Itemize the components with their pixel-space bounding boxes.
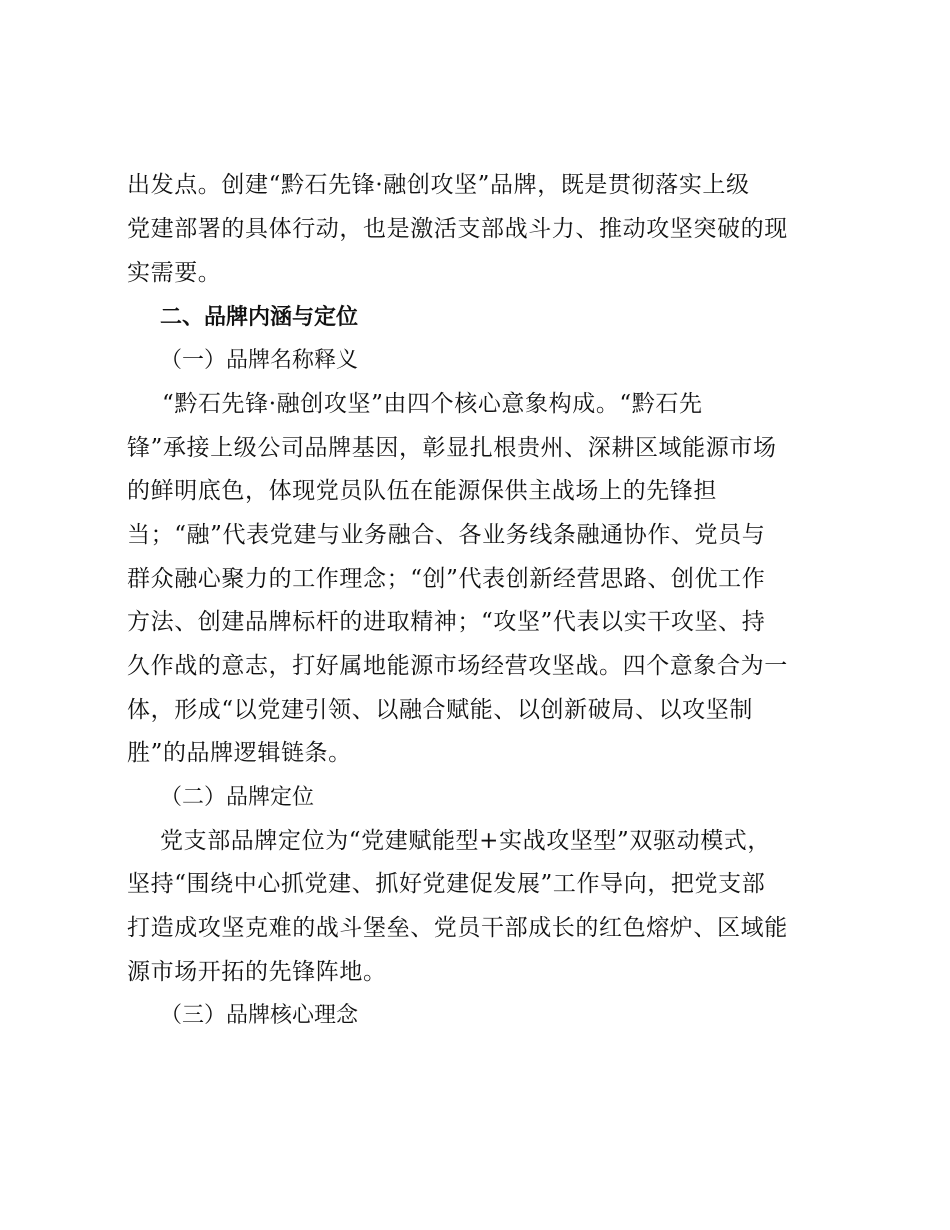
paragraph-line: 坚持“围绕中心抓党建、抓好党建促发展”工作导向，把党支部 [127,871,766,897]
paragraph-line: 锋”承接上级公司品牌基因，彰显扎根贵州、深耕区域能源市场 [127,435,777,461]
paragraph-line: 久作战的意志，打好属地能源市场经营攻坚战。四个意象合为一 [127,653,788,679]
paragraph-line: 实需要。 [127,260,222,286]
paragraph-line: 源市场开拓的先锋阵地。 [127,959,387,985]
subsection-heading: （三）品牌核心理念 [160,1003,359,1028]
paragraph-line: 党建部署的具体行动，也是激活支部战斗力、推动攻坚突破的现 [127,216,788,242]
section-heading: 二、品牌内涵与定位 [160,305,359,330]
paragraph-line: 当；“融”代表党建与业务融合、各业务线条融通协作、党员与 [127,522,766,548]
paragraph-line: “黔石先锋·融创攻坚”由四个核心意象构成。“黔石先 [162,391,703,417]
paragraph-line: 方法、创建品牌标杆的进取精神；“攻坚”代表以实干攻坚、持 [127,609,766,635]
paragraph-line: 群众融心聚力的工作理念；“创”代表创新经营思路、创优工作 [127,566,766,592]
subsection-heading: （二）品牌定位 [160,785,315,810]
paragraph-line: 打造成攻坚克难的战斗堡垒、党员干部成长的红色熔炉、区域能 [127,915,788,941]
paragraph-line: 党支部品牌定位为“党建赋能型+实战攻坚型”双驱动模式， [160,828,771,854]
paragraph-line: 体，形成“以党建引领、以融合赋能、以创新破局、以攻坚制 [127,697,753,723]
subsection-heading: （一）品牌名称释义 [160,348,359,373]
paragraph-line: 出发点。创建“黔石先锋·融创攻坚”品牌，既是贯彻落实上级 [127,172,750,198]
paragraph-line: 胜”的品牌逻辑链条。 [127,740,352,766]
paragraph-line: 的鲜明底色，体现党员队伍在能源保供主战场上的先锋担 [127,478,717,504]
